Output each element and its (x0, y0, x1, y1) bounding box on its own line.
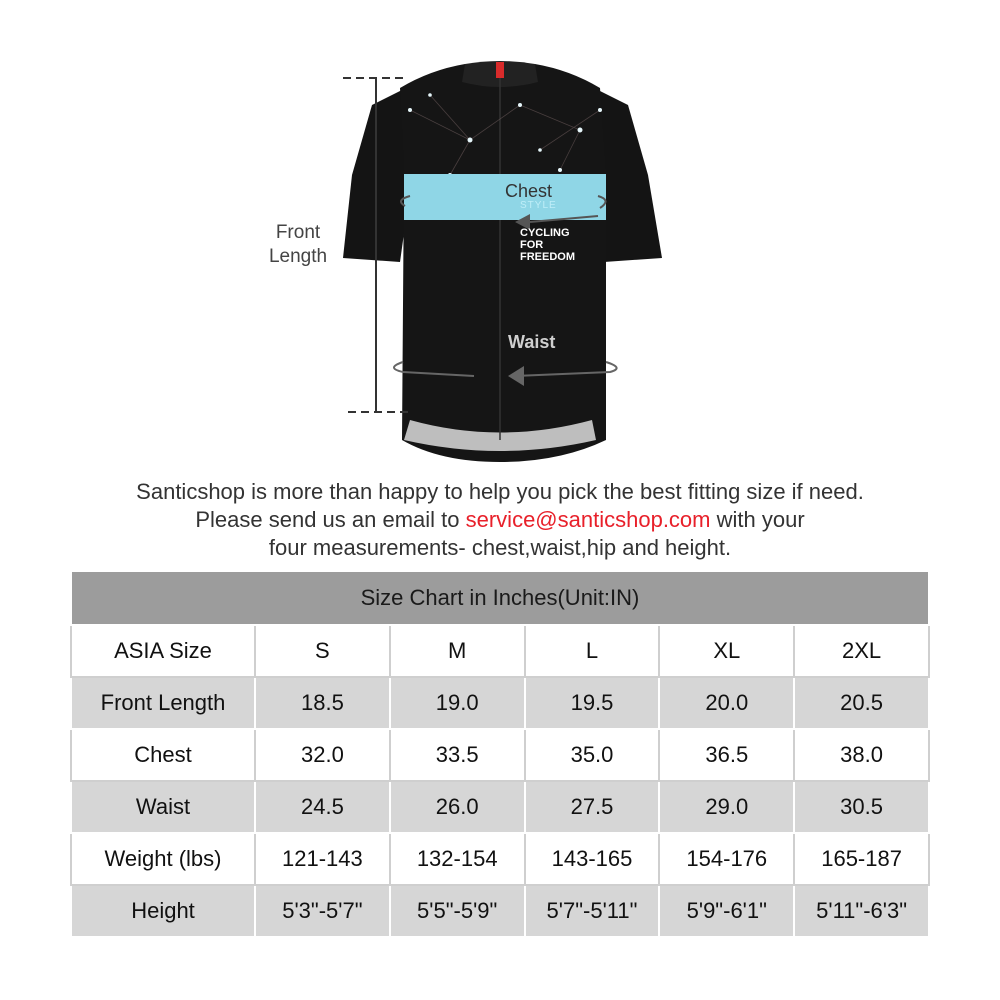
table-row (71, 729, 929, 781)
zip-tab (496, 62, 504, 78)
row-label-cell: Weight (lbs) (71, 833, 255, 885)
table-cell: 33.5 (390, 729, 525, 781)
size-header-cell: XL (659, 625, 794, 677)
table-cell: 121-143 (255, 833, 390, 885)
size-chart-body (71, 625, 929, 937)
size-header-cell: S (255, 625, 390, 677)
intro-line2-before: Please send us an email to (195, 507, 466, 532)
table-cell: 5'5"-5'9" (390, 885, 525, 937)
table-cell: 143-165 (525, 833, 660, 885)
table-cell: 20.0 (659, 677, 794, 729)
table-cell: 27.5 (525, 781, 660, 833)
intro-line3: four measurements- chest,waist,hip and height. (268, 535, 732, 560)
intro-line2-after: with your (710, 507, 805, 532)
table-cell: 132-154 (390, 833, 525, 885)
table-cell: 19.5 (525, 677, 660, 729)
intro-text (0, 478, 1000, 562)
table-cell: 154-176 (659, 833, 794, 885)
intro-line1: Santicshop is more than happy to help you pick the best fitting size if need. (136, 479, 864, 504)
table-cell: 5'7"-5'11" (525, 885, 660, 937)
front-length-label-line1: Front (275, 222, 321, 243)
table-row (71, 677, 929, 729)
row-label-cell: ASIA Size (71, 625, 255, 677)
table-cell: 32.0 (255, 729, 390, 781)
table-cell: 26.0 (390, 781, 525, 833)
size-chart-table (70, 570, 930, 938)
table-cell: 30.5 (794, 781, 929, 833)
table-cell: 5'3"-5'7" (255, 885, 390, 937)
table-cell: 18.5 (255, 677, 390, 729)
row-label-cell: Height (71, 885, 255, 937)
jersey-slogan-line2: FOR (520, 239, 544, 251)
jersey-body (400, 64, 606, 462)
table-row (71, 781, 929, 833)
table-cell: 20.5 (794, 677, 929, 729)
intro-line2 (0, 506, 1000, 534)
jersey-illustration (343, 61, 662, 462)
table-cell: 165-187 (794, 833, 929, 885)
row-label-cell: Waist (71, 781, 255, 833)
size-header-cell: 2XL (794, 625, 929, 677)
table-cell: 29.0 (659, 781, 794, 833)
table-row (71, 885, 929, 937)
jersey-figure (0, 0, 1000, 470)
table-cell: 38.0 (794, 729, 929, 781)
table-cell: 24.5 (255, 781, 390, 833)
front-length-label-line2: Length (268, 246, 328, 267)
jersey-brand-text: STYLE (520, 200, 557, 211)
table-cell: 5'9"-6'1" (659, 885, 794, 937)
row-label-cell: Front Length (71, 677, 255, 729)
table-cell: 19.0 (390, 677, 525, 729)
table-cell: 5'11"-6'3" (794, 885, 929, 937)
table-cell: 35.0 (525, 729, 660, 781)
jersey-slogan-line1: CYCLING (520, 227, 570, 239)
size-chart-title: Size Chart in Inches(Unit:IN) (71, 571, 929, 625)
table-row (71, 833, 929, 885)
jersey-slogan-line3: FREEDOM (520, 251, 575, 263)
size-header-cell: M (390, 625, 525, 677)
size-header-row (71, 625, 929, 677)
table-cell: 36.5 (659, 729, 794, 781)
size-header-cell: L (525, 625, 660, 677)
row-label-cell: Chest (71, 729, 255, 781)
chest-label: Chest (505, 181, 553, 201)
waist-label: Waist (508, 332, 556, 352)
support-email-link[interactable]: service@santicshop.com (465, 507, 711, 532)
